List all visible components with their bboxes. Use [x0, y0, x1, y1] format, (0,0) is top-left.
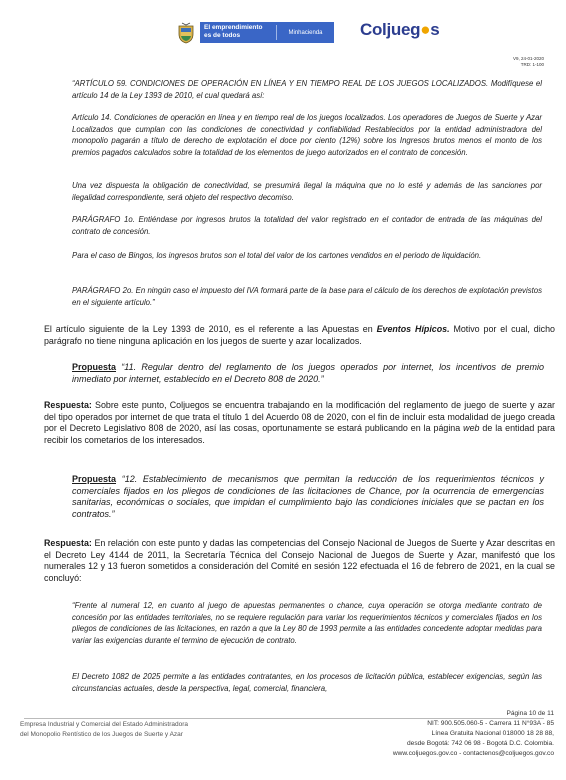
- response-label: Respuesta:: [44, 538, 92, 548]
- proposal-12: Propuesta “12. Establecimiento de mecanismos que permitan la reducción de los requerimientos técnicos y comerciales fijados en los pliegos de condiciones de las licitaciones de Chance, por la ocurrencia de emergencias sanitarias, económicas o sociales, que impidan el cumplimiento bajo las condiciones iniciales que se pactan en los contratos.”: [72, 474, 544, 519]
- quote-article-14: Artículo 14. Condiciones de operación en línea y en tiempo real de los juegos localizados. Los operadores de Juegos de Suerte y Azar Localizados que cumplan con las condiciones de conectividad y confiabilidad Restablecidos por la entidad administradora del monopolio pagarán a título de derecho de explotación el doce por ciento (12%) sobre los Ingresos brutos menos el monto de los premios pagados calculados sobre la totalidad de los elementos de juego autorizados en el contrato de concesión.: [72, 113, 542, 157]
- quote-paragrafo-1: PARÁGRAFO 1o. Entiéndase por ingresos brutos la totalidad del valor registrado en el contador de entrada de las máquinas del contrato de concesión.: [72, 215, 542, 236]
- coljuegos-logo: Coljueg●s: [360, 20, 440, 39]
- document-version: V9, 24-01-2020 TRD: 1-100: [512, 56, 544, 67]
- page-number: Página 10 de 11: [506, 710, 554, 717]
- government-badge: [200, 22, 334, 43]
- quote-paragrafo-2: PARÁGRAFO 2o. En ningún caso el impuesto del IVA formará parte de la base para el cálculo de los derechos de explotación previstos en el siguiente artículo.”: [72, 286, 542, 307]
- proposal-11: Propuesta “11. Regular dentro del reglamento de los juegos operados por internet, los incentivos de premio inmediato por internet, establecido en el Decreto 808 de 2020.”: [72, 362, 544, 384]
- response-label: Respuesta:: [44, 400, 92, 410]
- response-11: Respuesta: Sobre este punto, Coljuegos se encuentra trabajando en la modificación del reglamento de juego de suerte y azar del tipo operados por internet de que trata el título 1 del Acuerdo 08 de 2020, con el fin de incluir esta modalidad de juego creada por el Decreto Legislativo 808 de 2020, así las cosas, oportunamente se estará publicando en la página web de la entidad para recibir los cometarios de los interesados.: [44, 400, 555, 445]
- footer-contact: Página 10 de 11 NIT: 900.505.060-5 - Carrera 11 N°93A - 85 Línea Gratuita Nacional 018000 18 28 88, desde Bogotá: 742 06 98 - Bogotá D.C. Colombia. www.coljuegos.gov.co - contactenos@coljuegos.gov.co: [392, 710, 554, 757]
- logo-o-icon: ●: [420, 20, 431, 39]
- response-12: Respuesta: En relación con este punto y dadas las competencias del Consejo Nacional de Juegos de Suerte y Azar descritas en el Decreto Ley 4144 de 2011, la Secretaría Técnica del Consejo Nacional de Juegos de Suerte y Azar, manifestó que los numerales 12 y 13 fueron sometidos a consideración del Comité en sesión 122 efectuada el 16 de febrero de 2021, en la cual se concluyó:: [44, 538, 555, 583]
- gov-slogan: El emprendimiento es de todos: [204, 24, 263, 39]
- quote-connectivity: Una vez dispuesta la obligación de conectividad, se presumirá ilegal la máquina que no lo esté y además de las sanciones por ilegalidad correspondiente, será objeto del respectivo decomiso.: [72, 181, 542, 202]
- footer-entity: Empresa Industrial y Comercial del Estado Administradora del Monopolio Rentístico de los Juegos de Suerte y Azar: [20, 721, 188, 738]
- quote-decreto-1082: El Decreto 1082 de 2025 permite a las entidades contratantes, en los procesos de licitación pública, establecer exigencias, según las circunstancias actuales, desde la perspectiva, legal, comercial, financiera,: [72, 672, 542, 693]
- colombia-shield-icon: [176, 22, 196, 44]
- page-header: [0, 0, 566, 67]
- proposal-label: Propuesta: [72, 362, 117, 372]
- ministry-label: Minhacienda: [288, 29, 323, 36]
- paragraph-hipicos: El artículo siguiente de la Ley 1393 de 2010, es el referente a las Apuestas en Eventos Hípicos. Motivo por el cual, dicho parágrafo no tiene ninguna aplicación en los juegos de suerte y azar localizados.: [44, 324, 555, 346]
- quote-article-59: “ARTÍCULO 59. CONDICIONES DE OPERACIÓN EN LÍNEA Y EN TIEMPO REAL DE LOS JUEGOS LOCALIZADOS. Modifíquese el artículo 14 de la Ley 1393 de 2010, el cual quedará así:: [72, 79, 542, 100]
- proposal-label: Propuesta: [72, 474, 117, 484]
- footer-website-link[interactable]: www.coljuegos.gov.co - contactenos@coljuegos.gov.co: [392, 750, 554, 757]
- quote-numeral-12: “Frente al numeral 12, en cuanto al juego de apuestas permanentes o chance, cuya operación se otorga mediante contrato de concesión por las entidades territoriales, no se requiere regulación para variar los requerimientos técnicos y comerciales fijados en los pliegos de condiciones de las licitaciones, en razón a que la Ley 80 de 1993 permite a las entidades concedente adoptar medidas para variar las exigencias durante el termino de ejecución de contrato.: [72, 601, 542, 645]
- quote-bingos: Para el caso de Bingos, los ingresos brutos son el total del valor de los cartones vendidos en el periodo de liquidación.: [72, 251, 482, 260]
